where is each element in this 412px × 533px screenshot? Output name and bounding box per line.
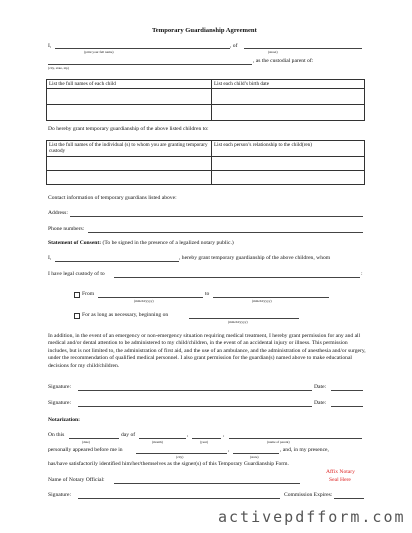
guardian-relationship-cell[interactable]: [212, 171, 365, 185]
medical-permission-paragraph: In addition, in the event of an emergency or non-emergency situation requiring medical treatment, I hereby grant permission for any and all medical and/or dental attention to be administered to my child/children, in the event of an accidental injury or illness. This permission includes, but is not limited to, the administration of first aid, and the use of an ambulance, and the administration of anesthesia and/or surgery, under the recommendation of qualified medical personnel. I also grant permission for the guardian(s) named above to make educational decisions for my child/children.: [48, 333, 366, 369]
children-table: [46, 79, 365, 121]
signature-field[interactable]: [78, 390, 312, 391]
affix-notary-label: Affix Notary: [326, 469, 355, 475]
to-date-hint: (mm/dd/yyyy): [252, 299, 272, 303]
consent-line2-text: I have legal custody of to: [48, 271, 105, 277]
city-field[interactable]: [48, 64, 252, 65]
signature-label-2: Signature:: [48, 400, 71, 406]
to-label: to: [205, 291, 210, 297]
address-field[interactable]: [70, 216, 363, 217]
from-date-hint: (mm/dd/yyyy): [134, 299, 154, 303]
children-name-header: List the full names of each child: [47, 80, 212, 89]
beginning-date-hint: (mm/dd/yyyy): [228, 320, 248, 324]
date-field[interactable]: [331, 390, 363, 391]
guardian-relationship-header: List each person’s relationship to the child(ren): [212, 141, 365, 157]
consent-note: (To be signed in the presence of a legalized notary public.): [102, 240, 234, 246]
appeared-label: personally appeared before me in: [48, 447, 123, 453]
to-date-field[interactable]: [213, 297, 329, 298]
phone-label: Phone numbers:: [48, 226, 85, 232]
guardian-table: [46, 140, 365, 185]
consent-line1-text: , hereby grant temporary guardianship of the above children, whom: [179, 255, 331, 261]
consent-statement: [48, 241, 234, 247]
day-of-label: day of: [121, 432, 136, 438]
grant-text: Do hereby grant temporary guardianship of the above listed children to:: [48, 126, 209, 132]
guardian-name-cell[interactable]: [47, 157, 212, 171]
seal-here-label: Seal Here: [329, 477, 351, 483]
month-hint: (month): [152, 440, 163, 444]
from-date-field[interactable]: [98, 297, 203, 298]
watermark-text: activepdfform.com: [218, 508, 406, 526]
i-label: I,: [48, 43, 52, 49]
custodial-label: , as the custodial parent of:: [253, 58, 314, 64]
notary-signature-label: Signature:: [48, 492, 71, 498]
child-name-cell[interactable]: [47, 89, 212, 105]
full-name-field[interactable]: [55, 48, 230, 49]
consent-name-field[interactable]: [55, 261, 179, 262]
comma-1: ,: [187, 432, 189, 438]
parent-name-field[interactable]: [229, 438, 362, 439]
notary-city-field[interactable]: [136, 453, 227, 454]
notarization-heading: Notarization:: [48, 417, 81, 423]
notary-month-field[interactable]: [139, 438, 186, 439]
page-title: Temporary Guardianship Agreement: [152, 27, 257, 34]
date-hint: (date): [82, 440, 90, 444]
from-label: From: [82, 291, 95, 297]
consent-i-label: I,: [48, 255, 52, 261]
notary-official-label: Name of Notary Official:: [48, 477, 105, 483]
street-field[interactable]: [244, 48, 362, 49]
city-hint-2: (city): [176, 455, 184, 459]
beginning-date-field[interactable]: [189, 318, 299, 319]
child-name-cell[interactable]: [47, 105, 212, 121]
notary-state-field[interactable]: [233, 453, 279, 454]
city-hint: (city, state, zip): [48, 66, 69, 70]
identified-text: has/have satisfactorily identified him/her/themselves as the signer(s) of this Temporary Guardianship Form.: [48, 461, 289, 467]
long-as-label: For as long as necessary, beginning on: [82, 312, 169, 318]
comma-3: ,: [228, 447, 230, 453]
state-hint: (state): [250, 455, 259, 459]
from-checkbox[interactable]: [74, 292, 80, 298]
notary-official-field[interactable]: [114, 483, 300, 484]
parent-hint: (name of parent): [267, 440, 290, 444]
guardian-name-cell[interactable]: [47, 171, 212, 185]
address-label: Address:: [48, 210, 68, 216]
guardian-name-header: List the full names of the individual (s) to whom you are granting temporary custody: [47, 141, 212, 157]
contact-label: Contact information of temporary guardians listed above:: [48, 195, 177, 201]
date-label: Date:: [314, 384, 327, 390]
notary-year-field[interactable]: [192, 438, 221, 439]
long-as-checkbox[interactable]: [74, 313, 80, 319]
custody-to-field[interactable]: [114, 277, 360, 278]
guardian-relationship-cell[interactable]: [212, 157, 365, 171]
phone-field[interactable]: [88, 232, 363, 233]
notary-date-field[interactable]: [69, 438, 119, 439]
children-birthdate-header: List each child’s birth date: [212, 80, 365, 89]
on-this-label: On this: [48, 432, 65, 438]
and-in-label: , and, in my presence,: [280, 447, 329, 453]
colon-mark: :: [361, 271, 363, 277]
print-name-hint: (print your full name): [84, 50, 114, 54]
commission-field[interactable]: [334, 498, 364, 499]
commission-label: Commission Expires:: [284, 492, 333, 498]
date-field-2[interactable]: [331, 406, 363, 407]
child-birthdate-cell[interactable]: [212, 105, 365, 121]
year-hint: (year): [200, 440, 209, 444]
of-label: , of: [230, 43, 238, 49]
consent-heading: Statement of Consent:: [48, 240, 102, 246]
date-label-2: Date:: [314, 400, 327, 406]
child-birthdate-cell[interactable]: [212, 89, 365, 105]
signature-label: Signature:: [48, 384, 71, 390]
notary-signature-field[interactable]: [78, 498, 280, 499]
comma-2: ,: [223, 432, 225, 438]
signature-field-2[interactable]: [78, 406, 312, 407]
street-hint: (street): [268, 50, 278, 54]
